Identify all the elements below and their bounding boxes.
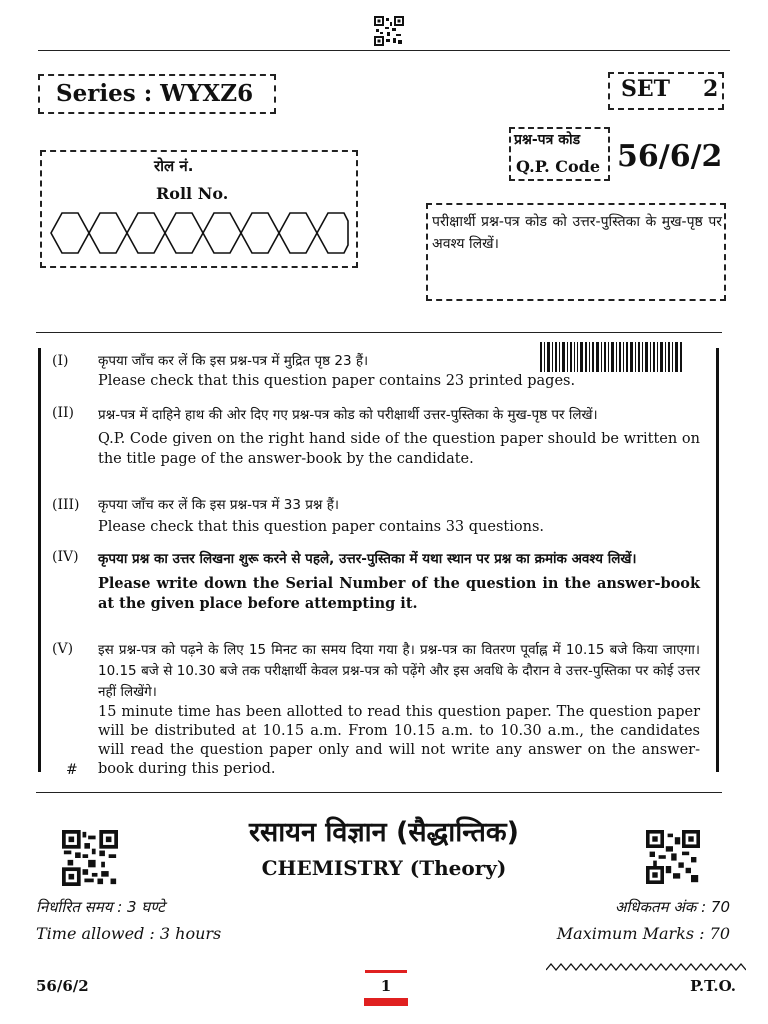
qp-code-en: Q.P. Code [516, 157, 601, 176]
decorative-wavy-line [546, 961, 746, 973]
instruction-hi: इस प्रश्न-पत्र को पढ़ने के लिए 15 मिनट का समय दिया गया है। प्रश्न-पत्र का वितरण पूर्वाह्न में 10.15 बजे किया जाएगा। 10.15 बजे से 10.30 बजे तक परीक्षार्थी केवल प्रश्न-पत्र को पढ़ेंगे और इस अवधि के दौरान वे उत्तर-पुस्तिका पर कोई उत्तर नहीं लिखेंगे। [98, 642, 700, 700]
page-number: 1 [380, 977, 392, 995]
subject-title-hi: रसायन विज्ञान (सैद्धान्तिक) [249, 817, 519, 848]
instruction-hi: कृपया जाँच कर लें कि इस प्रश्न-पत्र में 33 प्रश्न हैं। [98, 497, 340, 513]
series-label: Series : WYXZ6 [56, 80, 254, 107]
footer-accent-bottom [364, 998, 408, 1006]
time-allowed-hi: निर्धारित समय : 3 घण्टे [36, 898, 165, 916]
qp-code-hi: प्रश्न-पत्र कोड [514, 132, 581, 148]
instruction-en: 15 minute time has been allotted to read this question paper. The question paper will be distributed at 10.15 a.m. From 10.15 a.m. to 10.30 a.m., the candidates will read the question paper only and will not write any answer on the answer-book during this period. [98, 704, 700, 777]
time-allowed-en: Time allowed : 3 hours [36, 924, 222, 943]
instruction-number: (IV) [52, 549, 79, 565]
set-label: SET [621, 76, 671, 102]
max-marks-hi: अधिकतम अंक : 70 [614, 898, 730, 916]
instruction-number: (I) [52, 353, 69, 369]
instruction-number: (III) [52, 497, 80, 513]
roll-no-hi: रोल नं. [154, 157, 194, 175]
instruction-4 [52, 548, 700, 613]
instruction-3 [52, 496, 700, 537]
footer-code: 56/6/2 [36, 977, 89, 995]
footer-accent-top [365, 970, 407, 973]
instruction-5 [52, 640, 700, 779]
set-number: 2 [703, 76, 719, 102]
right-margin-bar [716, 348, 719, 772]
top-qr-code [374, 16, 404, 46]
subject-title-en: CHEMISTRY (Theory) [261, 856, 507, 880]
candidate-note: परीक्षार्थी प्रश्न-पत्र कोड को उत्तर-पुस्तिका के मुख-पृष्ठ पर अवश्य लिखें। [432, 214, 722, 252]
instruction-number: (II) [52, 405, 74, 421]
roll-no-en: Roll No. [156, 184, 229, 203]
pto-label: P.T.O. [690, 977, 736, 995]
instruction-hi: प्रश्न-पत्र में दाहिने हाथ की ओर दिए गए प्रश्न-पत्र कोड को परीक्षार्थी उत्तर-पुस्तिका के मुख-पृष्ठ पर लिखें। [98, 407, 598, 423]
instruction-en: Please check that this question paper contains 33 questions. [98, 518, 544, 535]
left-margin-bar [38, 348, 41, 772]
instruction-number: (V) [52, 641, 74, 657]
instructions-top-rule [36, 332, 722, 333]
instruction-en: Q.P. Code given on the right hand side of the question paper should be written on the title page of the answer-book by the candidate. [98, 431, 700, 467]
roll-no-hexagon-cells [48, 210, 352, 256]
top-rule [38, 50, 730, 51]
qp-code-value: 56/6/2 [617, 139, 723, 174]
max-marks-en: Maximum Marks : 70 [556, 924, 730, 943]
instruction-en: Please check that this question paper contains 23 printed pages. [98, 372, 576, 389]
instruction-1 [52, 352, 700, 391]
instruction-2 [52, 404, 700, 469]
instructions-bottom-rule [36, 792, 722, 793]
instruction-en: Please write down the Serial Number of the question in the answer-book at the given place before attempting it. [98, 575, 700, 612]
hash-mark: # [66, 762, 78, 778]
instruction-hi: कृपया जाँच कर लें कि इस प्रश्न-पत्र में मुद्रित पृष्ठ 23 हैं। [98, 353, 369, 369]
instruction-hi: कृपया प्रश्न का उत्तर लिखना शुरू करने से पहले, उत्तर-पुस्तिका में यथा स्थान पर प्रश्न का क्रमांक अवश्य लिखें। [98, 551, 637, 567]
